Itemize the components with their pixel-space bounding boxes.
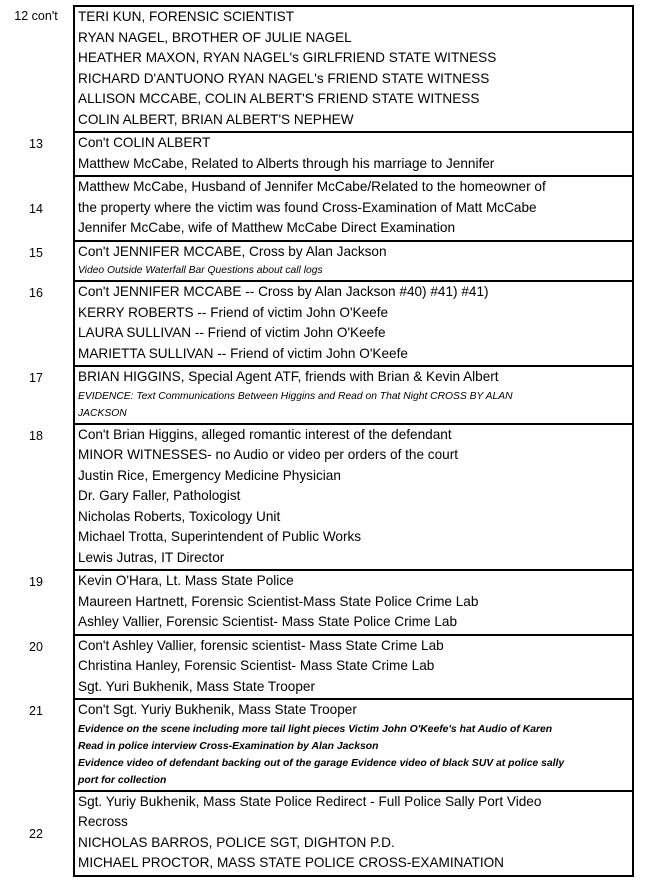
witness-line: Matthew McCabe, Husband of Jennifer McCabe/Related to the homeowner of (78, 179, 546, 194)
witness-line: RICHARD D'ANTUONO RYAN NAGEL's FRIEND STATE WITNESS (78, 70, 490, 86)
witness-line: the property where the victim was found Cross-Examination of Matt McCabe (78, 199, 537, 215)
witness-cell (73, 367, 634, 425)
witness-line: Ashley Vallier, Forensic Scientist- Mass State Police Crime Lab (78, 614, 458, 629)
witness-line: MARIETTA SULLIVAN -- Friend of victim John O'Keefe (78, 345, 408, 361)
witness-line: KERRY ROBERTS -- Friend of victim John O'Keefe (78, 304, 389, 320)
day-number (0, 242, 73, 283)
witness-line: Justin Rice, Emergency Medicine Physician (78, 467, 341, 483)
witness-line: Con't Brian Higgins, alleged romantic interest of the defendant (78, 426, 452, 442)
day-number (0, 792, 73, 877)
day-label: 22 (29, 827, 43, 841)
schedule-row (0, 571, 645, 636)
witness-line: Con't Ashley Vallier, forensic scientist- Mass State Crime Lab (78, 637, 444, 653)
witness-cell (73, 571, 634, 636)
witness-cell (73, 242, 634, 283)
witness-line: Sgt. Yuriy Bukhenik, Mass State Police Redirect - Full Police Sally Port Video (78, 793, 542, 809)
schedule-row (0, 700, 645, 792)
evidence-note: EVIDENCE: Text Communications Between Higgins and Read on That Night CROSS BY ALAN (78, 390, 513, 402)
day-label: 14 (29, 202, 43, 217)
schedule-row (0, 792, 645, 877)
day-number (0, 177, 73, 242)
evidence-note: Evidence video of defendant backing out of the garage Evidence video of black SUV at police sally (78, 757, 565, 769)
day-label: 19 (29, 575, 43, 589)
witness-cell (73, 425, 634, 572)
schedule-row (0, 5, 645, 133)
witness-line: TERI KUN, FORENSIC SCIENTIST (78, 9, 295, 24)
witness-line: Con't COLIN ALBERT (78, 135, 211, 150)
witness-line: Maureen Hartnett, Forensic Scientist-Mass State Police Crime Lab (78, 593, 479, 609)
witness-line: COLIN ALBERT, BRIAN ALBERT'S NEPHEW (78, 111, 354, 127)
witness-line: ALLISON MCCABE, COLIN ALBERT'S FRIEND STATE WITNESS (78, 91, 480, 106)
witness-line: BRIAN HIGGINS, Special Agent ATF, friends with Brian & Kevin Albert (78, 369, 499, 384)
day-number (0, 425, 73, 572)
witness-line: Jennifer McCabe, wife of Matthew McCabe Direct Examination (78, 220, 456, 235)
witness-cell (73, 792, 634, 877)
witness-line: Recross (78, 814, 128, 829)
witness-line: Matthew McCabe, Related to Alberts through his marriage to Jennifer (78, 155, 495, 171)
schedule-row (0, 242, 645, 283)
schedule-row (0, 636, 645, 701)
day-number (0, 5, 73, 133)
schedule-row (0, 282, 645, 367)
witness-line: Michael Trotta, Superintendent of Public Works (78, 529, 362, 544)
day-label: 17 (29, 371, 43, 385)
day-label: 13 (29, 137, 43, 151)
day-number (0, 571, 73, 636)
day-number (0, 636, 73, 701)
witness-line: Con't Sgt. Yuriy Bukhenik, Mass State Trooper (78, 702, 357, 717)
witness-cell (73, 700, 634, 792)
evidence-note: port for collection (78, 774, 167, 786)
witness-line: HEATHER MAXON, RYAN NAGEL's GIRLFRIEND STATE WITNESS (78, 50, 497, 65)
day-label: 20 (29, 639, 43, 654)
witness-cell (73, 177, 634, 242)
witness-line: Con't JENNIFER MCCABE -- Cross by Alan Jackson #40) #41) #41) (78, 284, 489, 299)
day-number (0, 367, 73, 425)
witness-line: Nicholas Roberts, Toxicology Unit (78, 508, 281, 524)
witness-line: Lewis Jutras, IT Director (78, 549, 225, 565)
witness-cell (73, 636, 634, 701)
day-number (0, 133, 73, 177)
day-number (0, 700, 73, 792)
witness-line: Dr. Gary Faller, Pathologist (78, 488, 241, 503)
witness-line: MICHAEL PROCTOR, MASS STATE POLICE CROSS-EXAMINATION (78, 855, 504, 870)
witness-line: NICHOLAS BARROS, POLICE SGT, DIGHTON P.D. (78, 834, 395, 850)
day-label: 12 con't (14, 9, 58, 23)
day-label: 18 (29, 428, 43, 443)
witness-cell (73, 5, 634, 133)
schedule-row (0, 425, 645, 572)
schedule-row (0, 133, 645, 177)
day-number (0, 282, 73, 367)
schedule-row (0, 177, 645, 242)
day-label: 15 (29, 245, 43, 260)
evidence-note: JACKSON (78, 407, 127, 419)
day-label: 21 (29, 704, 43, 718)
evidence-note: Read in police interview Cross-Examination by Alan Jackson (78, 740, 379, 752)
witness-line: Christina Hanley, Forensic Scientist- Mass State Crime Lab (78, 658, 435, 673)
witness-cell (73, 282, 634, 367)
evidence-note: Evidence on the scene including more tail light pieces Victim John O'Keefe's hat Audio of Karen (78, 723, 553, 735)
witness-line: Sgt. Yuri Bukhenik, Mass State Trooper (78, 678, 316, 694)
witness-line: Kevin O'Hara, Lt. Mass State Police (78, 573, 294, 588)
day-label: 16 (29, 286, 43, 300)
witness-line: RYAN NAGEL, BROTHER OF JULIE NAGEL (78, 29, 352, 45)
witness-line: MINOR WITNESSES- no Audio or video per orders of the court (78, 447, 459, 462)
witness-schedule-table (0, 5, 645, 877)
witness-line: Con't JENNIFER MCCABE, Cross by Alan Jackson (78, 243, 387, 259)
witness-line: LAURA SULLIVAN -- Friend of victim John O'Keefe (78, 325, 386, 340)
witness-cell (73, 133, 634, 177)
evidence-note: Video Outside Waterfall Bar Questions about call logs (78, 265, 323, 276)
schedule-row (0, 367, 645, 425)
